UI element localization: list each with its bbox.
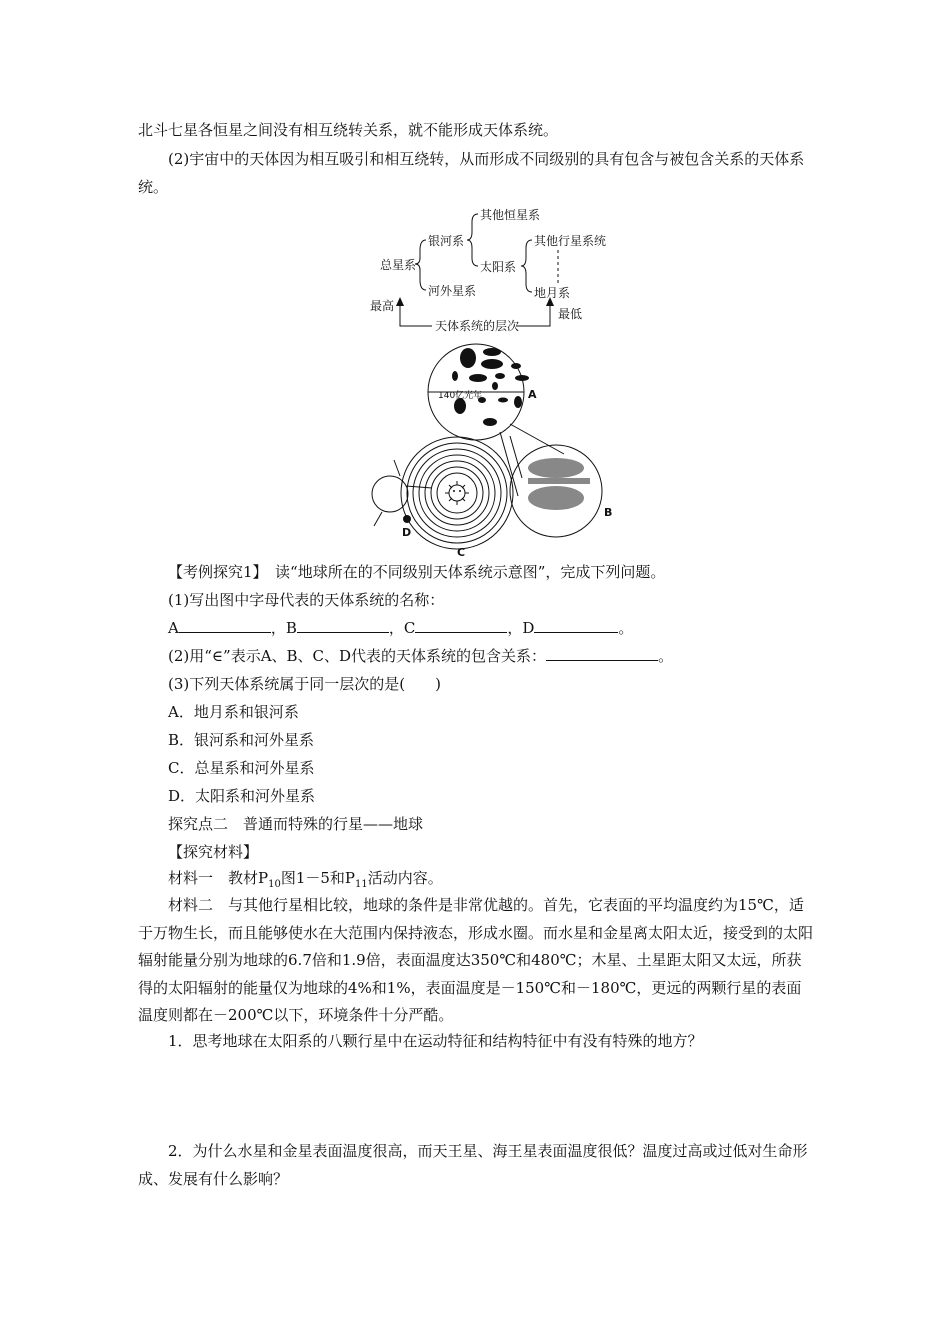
- blank-b[interactable]: [297, 618, 389, 633]
- tree-solar-system: 太阳系: [480, 260, 517, 274]
- blank-d[interactable]: [534, 618, 618, 633]
- question-2: 2．为什么水星和金星表面温度很高，而天王星、海王星表面温度很低？温度过高或过低对生命形成、发展有什么影响？: [138, 1142, 808, 1188]
- tree-other-star-systems: 其他恒星系: [480, 208, 541, 222]
- option-b[interactable]: B．银河系和河外星系: [168, 731, 315, 749]
- blank-a[interactable]: [179, 618, 271, 633]
- m1-mid: 图1－5和P: [280, 869, 356, 887]
- tree-other-planet-systems: 其他行星系统: [534, 234, 607, 248]
- label-a: A: [528, 388, 537, 401]
- scale-label: 140亿光年: [438, 391, 483, 401]
- example-title: 【考例探究1】 读“地球所在的不同级别天体系统示意图”，完成下列问题。: [168, 563, 666, 581]
- blank-relation[interactable]: [546, 646, 658, 661]
- label-c: C: [457, 546, 466, 558]
- tree-highest: 最高: [370, 299, 395, 313]
- tree-other-galaxies: 河外星系: [428, 284, 477, 298]
- tree-milky-way: 银河系: [428, 234, 465, 248]
- question-1: 1．思考地球在太阳系的八颗行星中在运动特征和结构特征中有没有特殊的地方？: [168, 1032, 703, 1050]
- q2-end: 。: [658, 647, 674, 665]
- hierarchy-diagram: [360, 200, 630, 340]
- material-two: 材料二 与其他行星相比较，地球的条件是非常优越的。首先，它表面的平均温度约为15℃，适于万物生长，而且能够使水在大范围内保持液态，形成水圈。而水星和金星离太阳太近，接受到的太阳辐射能量分别为地球的6.7倍和1.9倍，表面温度达350℃和480℃；木星、土星距太阳又太远，所获得的太阳辐射的能量仅为地球的4%和1%，表面温度是－150℃和－180℃，更远的两颗行星的表面温度则都在－200℃以下，环境条件十分严酷。: [138, 896, 814, 1024]
- example-q2: [168, 646, 673, 666]
- label-b: B: [604, 506, 613, 519]
- m1-sub1: 10: [268, 879, 281, 890]
- m1-sub2: 11: [355, 879, 368, 890]
- q1-end: 。: [618, 619, 634, 637]
- q1-label-a: A: [168, 619, 179, 637]
- q1-label-c: ，C: [388, 619, 416, 637]
- celestial-systems-figure: [360, 336, 630, 558]
- tree-lowest: 最低: [558, 307, 583, 321]
- q2-text: (2)用“∈”表示A、B、C、D代表的天体系统的包含关系：: [168, 647, 547, 665]
- option-a[interactable]: A．地月系和银河系: [168, 703, 299, 721]
- label-d: D: [402, 526, 412, 539]
- option-d[interactable]: D．太阳系和河外星系: [168, 787, 316, 805]
- example-q1-blanks: [168, 618, 633, 638]
- intro-line-1: 北斗七星各恒星之间没有相互绕转关系，就不能形成天体系统。: [138, 121, 559, 139]
- material-header: 【探究材料】: [168, 843, 259, 861]
- option-c[interactable]: C．总星系和河外星系: [168, 759, 315, 777]
- section2-title: 探究点二 普通而特殊的行星——地球: [168, 815, 424, 833]
- example-q3: (3)下列天体系统属于同一层次的是( ): [168, 675, 441, 693]
- m1-pre: 材料一 教材P: [168, 869, 269, 887]
- blank-c[interactable]: [415, 618, 507, 633]
- m1-post: 活动内容。: [367, 869, 443, 887]
- q1-label-d: ，D: [507, 619, 535, 637]
- tree-caption: 天体系统的层次: [435, 319, 520, 333]
- q1-label-b: ，B: [270, 619, 297, 637]
- example-q1: (1)写出图中字母代表的天体系统的名称：: [168, 591, 445, 609]
- material-one: [168, 868, 443, 895]
- intro-paragraph-2: (2)宇宙中的天体因为相互吸引和相互绕转，从而形成不同级别的具有包含与被包含关系的天体系统。: [138, 150, 805, 196]
- tree-earth-moon: 地月系: [534, 286, 571, 300]
- tree-root: 总星系: [380, 258, 417, 272]
